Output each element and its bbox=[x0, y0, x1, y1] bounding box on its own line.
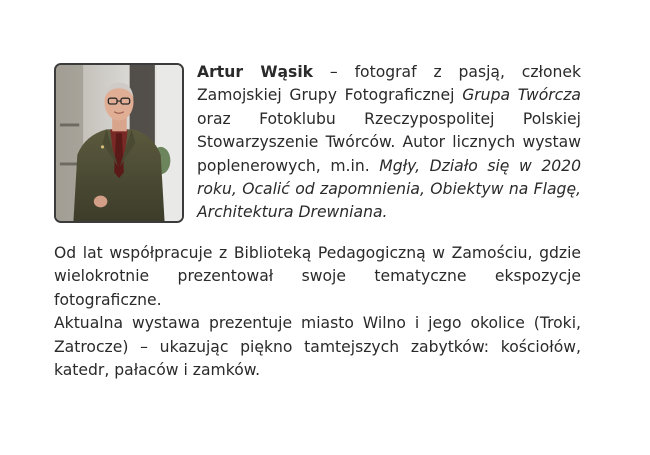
bio-text-1: fotograf z pasją, członek Zamojskiej Grupy Fotograficznej bbox=[197, 63, 581, 105]
author-photo bbox=[54, 63, 184, 223]
paragraph-cooperation: Od lat współpracuje z Biblioteką Pedagogiczną w Zamościu, gdzie wielokrotnie prezentował swoje tematyczne ekspozycje fotograficzne. bbox=[54, 244, 581, 309]
name-separator: – bbox=[313, 63, 355, 81]
paragraph-exhibition: Aktualna wystawa prezentuje miasto Wilno i jego okolice (Troki, Zatrocze) – ukazując piękno tamtejszych zabytków: kościołów, katedr, pałaców i zamków. bbox=[54, 314, 581, 380]
bio-text-2: oraz Fotoklubu Rzeczypospolitej Polskiej Stowarzyszenie Twórców. Autor licznych wystaw poplenerowych, m.in. bbox=[197, 109, 581, 175]
portrait-photo-icon bbox=[56, 65, 182, 221]
author-name: Artur Wąsik bbox=[197, 63, 314, 81]
exhibition-list: Mgły, Działo się w 2020 roku, Ocalić od zapomnienia, Obiektyw na Flagę, Architektura Drewniana bbox=[197, 156, 581, 222]
bio-text-3: . bbox=[382, 203, 388, 222]
group-name: Grupa Twórcza bbox=[462, 86, 581, 105]
author-bio bbox=[197, 61, 581, 225]
description bbox=[54, 242, 581, 382]
